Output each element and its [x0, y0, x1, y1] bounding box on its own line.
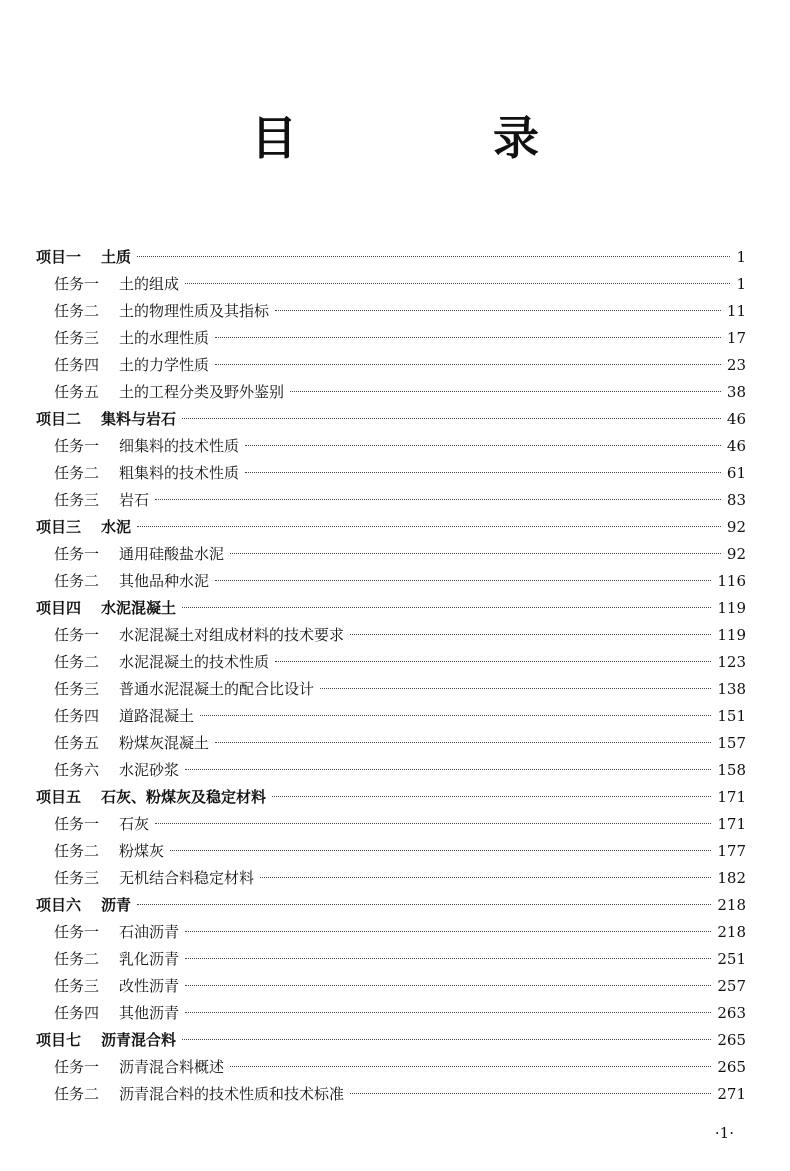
toc-entry-title: 粉煤灰 — [119, 842, 165, 860]
toc-task-entry — [36, 1081, 746, 1108]
toc-entry-label: 任务三 — [54, 329, 100, 347]
toc-entry-page: 218 — [717, 923, 746, 941]
toc-task-entry — [36, 757, 746, 784]
dot-leader — [320, 688, 711, 689]
dot-leader — [170, 850, 711, 851]
toc-entry-label: 项目四 — [36, 599, 82, 617]
toc-entry-title: 石灰 — [119, 815, 150, 833]
toc-entry-label: 任务二 — [54, 572, 100, 590]
toc-project-entry — [36, 514, 746, 541]
toc-entry-page: 92 — [726, 518, 746, 536]
toc-entry-label: 任务四 — [54, 356, 100, 374]
toc-entry-label: 任务二 — [54, 950, 100, 968]
toc-entry-page: 265 — [717, 1031, 746, 1049]
toc-entry-title: 集料与岩石 — [101, 410, 177, 428]
toc-entry-title: 土的水理性质 — [119, 329, 210, 347]
toc-entry-page: 171 — [717, 815, 746, 833]
toc-task-entry — [36, 946, 746, 973]
toc-entry-label: 任务二 — [54, 302, 100, 320]
toc-entry-title: 改性沥青 — [119, 977, 180, 995]
toc-entry-page: 182 — [717, 869, 746, 887]
toc-entry-label: 任务一 — [54, 815, 100, 833]
toc-entry-label: 任务五 — [54, 383, 100, 401]
toc-entry-title: 水泥砂浆 — [119, 761, 180, 779]
toc-task-entry — [36, 649, 746, 676]
toc-task-entry — [36, 622, 746, 649]
toc-entry-page: 23 — [726, 356, 746, 374]
toc-project-entry — [36, 244, 746, 271]
toc-entry-label: 任务一 — [54, 545, 100, 563]
toc-entry-page: 116 — [717, 572, 746, 590]
toc-task-entry — [36, 1054, 746, 1081]
toc-project-entry — [36, 892, 746, 919]
toc-entry-page: 158 — [717, 761, 746, 779]
toc-entry-page: 263 — [717, 1004, 746, 1022]
toc-entry-page: 271 — [717, 1085, 746, 1103]
toc-entry-title: 通用硅酸盐水泥 — [119, 545, 225, 563]
dot-leader — [350, 634, 711, 635]
dot-leader — [275, 310, 721, 311]
toc-entry-title: 无机结合料稳定材料 — [119, 869, 255, 887]
toc-entry-page: 92 — [726, 545, 746, 563]
toc-entry-label: 项目三 — [36, 518, 82, 536]
toc-entry-label: 任务五 — [54, 734, 100, 752]
page-number: ·1· — [714, 1124, 734, 1142]
dot-leader — [245, 445, 721, 446]
dot-leader — [185, 985, 711, 986]
toc-entry-title: 土的工程分类及野外鉴别 — [119, 383, 285, 401]
toc-entry-title: 沥青 — [101, 896, 132, 914]
dot-leader — [230, 1066, 711, 1067]
toc-entry-label: 项目一 — [36, 248, 82, 266]
dot-leader — [245, 472, 721, 473]
toc-entry-label: 任务二 — [54, 1085, 100, 1103]
toc-entry-page: 83 — [726, 491, 746, 509]
toc-entry-page: 171 — [717, 788, 746, 806]
toc-task-entry — [36, 271, 746, 298]
toc-task-entry — [36, 352, 746, 379]
toc-entry-label: 任务一 — [54, 437, 100, 455]
toc-entry-page: 151 — [717, 707, 746, 725]
toc-task-entry — [36, 676, 746, 703]
dot-leader — [215, 742, 711, 743]
toc-entry-label: 任务一 — [54, 626, 100, 644]
toc-entry-page: 119 — [717, 626, 746, 644]
toc-entry-title: 粉煤灰混凝土 — [119, 734, 210, 752]
toc-entry-title: 土的物理性质及其指标 — [119, 302, 270, 320]
page-title: 目 录 — [250, 111, 629, 165]
toc-entry-label: 项目二 — [36, 410, 82, 428]
table-of-contents — [36, 244, 746, 1108]
toc-entry-label: 项目六 — [36, 896, 82, 914]
toc-entry-title: 水泥混凝土 — [101, 599, 177, 617]
toc-project-entry — [36, 1027, 746, 1054]
toc-entry-title: 水泥 — [101, 518, 132, 536]
toc-project-entry — [36, 406, 746, 433]
toc-entry-page: 46 — [726, 437, 746, 455]
dot-leader — [272, 796, 711, 797]
toc-entry-title: 岩石 — [119, 491, 150, 509]
toc-task-entry — [36, 865, 746, 892]
toc-entry-label: 任务三 — [54, 491, 100, 509]
toc-entry-title: 其他品种水泥 — [119, 572, 210, 590]
toc-entry-title: 粗集料的技术性质 — [119, 464, 240, 482]
dot-leader — [182, 1039, 711, 1040]
toc-task-entry — [36, 325, 746, 352]
dot-leader — [215, 580, 711, 581]
toc-entry-label: 任务二 — [54, 842, 100, 860]
toc-entry-label: 项目五 — [36, 788, 82, 806]
toc-entry-page: 1 — [736, 248, 746, 266]
toc-entry-page: 218 — [717, 896, 746, 914]
dot-leader — [260, 877, 711, 878]
toc-task-entry — [36, 919, 746, 946]
toc-entry-title: 乳化沥青 — [119, 950, 180, 968]
dot-leader — [215, 337, 721, 338]
dot-leader — [155, 499, 721, 500]
toc-entry-page: 157 — [717, 734, 746, 752]
toc-entry-page: 11 — [726, 302, 746, 320]
toc-task-entry — [36, 838, 746, 865]
toc-entry-label: 项目七 — [36, 1031, 82, 1049]
dot-leader — [350, 1093, 711, 1094]
toc-task-entry — [36, 460, 746, 487]
toc-task-entry — [36, 568, 746, 595]
toc-task-entry — [36, 379, 746, 406]
toc-entry-label: 任务一 — [54, 1058, 100, 1076]
dot-leader — [137, 256, 730, 257]
toc-project-entry — [36, 595, 746, 622]
toc-entry-page: 61 — [726, 464, 746, 482]
toc-entry-title: 土质 — [101, 248, 132, 266]
toc-task-entry — [36, 487, 746, 514]
toc-task-entry — [36, 541, 746, 568]
dot-leader — [185, 769, 711, 770]
toc-entry-label: 任务六 — [54, 761, 100, 779]
toc-entry-title: 道路混凝土 — [119, 707, 195, 725]
toc-entry-label: 任务三 — [54, 977, 100, 995]
toc-entry-page: 257 — [717, 977, 746, 995]
toc-task-entry — [36, 973, 746, 1000]
toc-entry-page: 119 — [717, 599, 746, 617]
dot-leader — [185, 958, 711, 959]
toc-project-entry — [36, 784, 746, 811]
toc-entry-label: 任务一 — [54, 923, 100, 941]
toc-entry-title: 土的力学性质 — [119, 356, 210, 374]
toc-entry-title: 水泥混凝土的技术性质 — [119, 653, 270, 671]
toc-entry-title: 石油沥青 — [119, 923, 180, 941]
toc-entry-label: 任务二 — [54, 653, 100, 671]
toc-entry-title: 土的组成 — [119, 275, 180, 293]
dot-leader — [182, 418, 721, 419]
dot-leader — [137, 526, 721, 527]
dot-leader — [185, 1012, 711, 1013]
toc-task-entry — [36, 298, 746, 325]
toc-entry-title: 细集料的技术性质 — [119, 437, 240, 455]
toc-entry-title: 沥青混合料的技术性质和技术标准 — [119, 1085, 345, 1103]
dot-leader — [137, 904, 711, 905]
dot-leader — [200, 715, 711, 716]
dot-leader — [215, 364, 721, 365]
toc-task-entry — [36, 730, 746, 757]
toc-entry-title: 普通水泥混凝土的配合比设计 — [119, 680, 315, 698]
toc-entry-label: 任务一 — [54, 275, 100, 293]
dot-leader — [182, 607, 711, 608]
toc-entry-title: 其他沥青 — [119, 1004, 180, 1022]
toc-entry-title: 水泥混凝土对组成材料的技术要求 — [119, 626, 345, 644]
toc-entry-page: 38 — [726, 383, 746, 401]
dot-leader — [185, 931, 711, 932]
toc-entry-label: 任务四 — [54, 707, 100, 725]
dot-leader — [290, 391, 721, 392]
dot-leader — [185, 283, 730, 284]
toc-entry-page: 251 — [717, 950, 746, 968]
toc-entry-title: 石灰、粉煤灰及稳定材料 — [101, 788, 267, 806]
dot-leader — [230, 553, 721, 554]
toc-task-entry — [36, 1000, 746, 1027]
toc-entry-label: 任务四 — [54, 1004, 100, 1022]
toc-entry-page: 177 — [717, 842, 746, 860]
toc-entry-page: 265 — [717, 1058, 746, 1076]
toc-task-entry — [36, 703, 746, 730]
toc-task-entry — [36, 811, 746, 838]
toc-entry-page: 17 — [726, 329, 746, 347]
toc-entry-label: 任务二 — [54, 464, 100, 482]
toc-entry-label: 任务三 — [54, 680, 100, 698]
toc-entry-page: 46 — [726, 410, 746, 428]
dot-leader — [155, 823, 711, 824]
toc-entry-title: 沥青混合料 — [101, 1031, 177, 1049]
toc-task-entry — [36, 433, 746, 460]
dot-leader — [275, 661, 711, 662]
toc-entry-page: 138 — [717, 680, 746, 698]
toc-entry-title: 沥青混合料概述 — [119, 1058, 225, 1076]
toc-entry-page: 123 — [717, 653, 746, 671]
toc-entry-page: 1 — [736, 275, 746, 293]
toc-entry-label: 任务三 — [54, 869, 100, 887]
